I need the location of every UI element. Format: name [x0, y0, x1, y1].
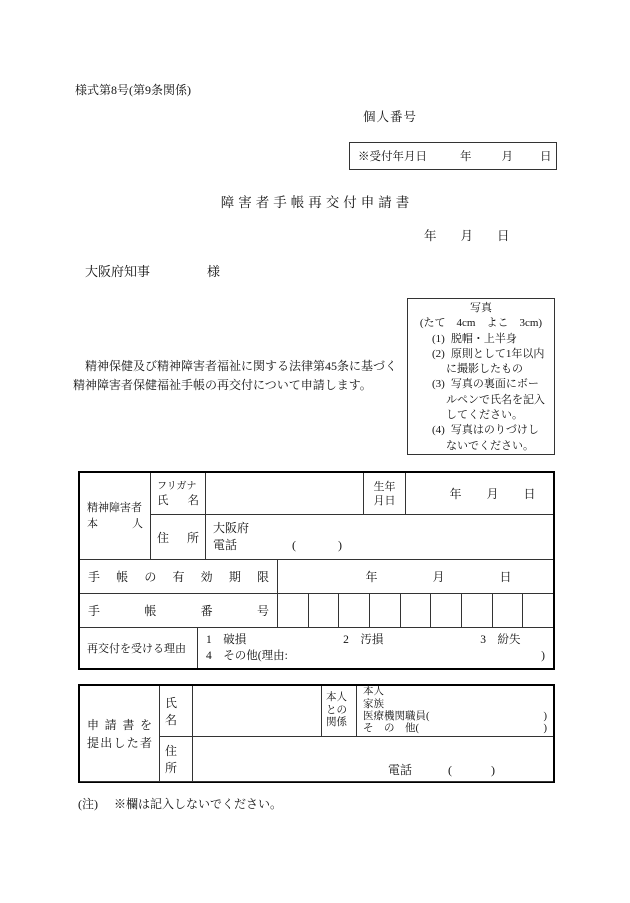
addressee-honorific: 様 — [207, 264, 221, 279]
validity-row — [80, 560, 553, 594]
submitter-phone-label: 電話 — [387, 763, 412, 777]
relation-option-family[interactable]: 家族 — [363, 698, 384, 710]
photo-size-note: (たて 4cm よこ 3cm) — [419, 317, 543, 330]
address-label: 住所 — [151, 515, 206, 559]
relation-option-other[interactable]: そ の 他( ) — [363, 723, 547, 735]
personal-number-label: 個人番号 — [363, 110, 418, 124]
submitter-name-label: 氏名 — [160, 686, 193, 736]
birthdate-input-area[interactable] — [406, 473, 553, 514]
validity-year-label: 年 — [365, 570, 378, 584]
application-date-line — [424, 226, 510, 244]
submitter-address-input-area[interactable] — [193, 737, 553, 781]
reason-option-damage[interactable]: 1 破損 — [206, 634, 247, 646]
submitter-table — [78, 684, 555, 783]
handbook-number-cell[interactable] — [401, 594, 432, 627]
photo-instruction-3: (3) 写真の裏面にボールペンで氏名を記入してください。 — [432, 378, 545, 422]
applicant-person-label: 精神障害者 本人 — [80, 473, 151, 559]
applicant-table — [78, 471, 555, 670]
footer-note-prefix: (注) — [78, 797, 98, 811]
handbook-number-cell[interactable] — [278, 594, 309, 627]
handbook-number-row — [80, 594, 553, 628]
birth-month-label: 月 — [486, 487, 499, 501]
applicant-person-rowgroup — [80, 473, 553, 560]
photo-box-title: 写真 — [470, 302, 492, 314]
name-row — [151, 473, 553, 515]
submitter-name-input-area[interactable] — [193, 686, 322, 736]
validity-month-label: 月 — [432, 570, 445, 584]
submitter-phone-line — [200, 761, 546, 778]
address-input-area[interactable] — [206, 515, 553, 559]
handbook-number-label: 手帳番号 — [80, 594, 278, 627]
handbook-number-input-area — [278, 594, 553, 627]
relation-options — [357, 686, 553, 736]
application-day-label: 日 — [497, 229, 510, 243]
photo-instruction-4: (4) 写真はのりづけしないでください。 — [432, 424, 539, 452]
phone-parens: ( ) — [292, 538, 349, 552]
reason-option-loss[interactable]: 3 紛失 — [480, 634, 521, 646]
handbook-number-cell[interactable] — [493, 594, 524, 627]
relation-label: 本人 との 関係 — [322, 686, 357, 736]
submitter-rowgroup — [80, 686, 553, 782]
validity-date-input-area[interactable] — [278, 560, 553, 593]
address-prefill: 大阪府 — [213, 521, 250, 535]
phone-label: 電話 — [213, 538, 238, 552]
application-month-label: 月 — [460, 229, 474, 243]
footer-note-text: ※欄は記入しないでください。 — [114, 797, 283, 811]
address-row — [151, 515, 553, 559]
medical-close-paren: ) — [543, 711, 547, 722]
birth-year-label: 年 — [449, 487, 462, 501]
handbook-number-cell[interactable] — [309, 594, 340, 627]
reception-month-label: 月 — [501, 151, 513, 163]
addressee-name: 大阪府知事 — [85, 264, 151, 279]
name-input-area[interactable] — [206, 473, 364, 514]
phone-line — [213, 537, 546, 554]
footer-note — [78, 795, 282, 812]
relation-option-medical[interactable]: 医療機関職員( ) — [363, 711, 547, 722]
reason-other-close-paren: ) — [541, 650, 545, 662]
submitter-label: 申請書を 提出した者 — [80, 686, 160, 781]
application-year-label: 年 — [424, 229, 437, 243]
handbook-number-cell[interactable] — [462, 594, 493, 627]
photo-instructions-box — [407, 298, 555, 455]
photo-instruction-1: (1) 脱帽・上半身 — [432, 332, 517, 345]
photo-instruction-2: (2) 原則として1年以内に撮影したもの — [432, 347, 545, 376]
reissue-reason-row — [80, 628, 553, 668]
other-close-paren: ) — [543, 723, 547, 735]
reception-date-label: ※受付年月日 — [358, 151, 427, 163]
furigana-name-label: フリガナ 氏名 — [151, 473, 206, 514]
reason-option-other[interactable]: 4 その他(理由: — [206, 650, 288, 662]
reason-option-stain[interactable]: 2 汚損 — [343, 634, 384, 646]
reception-day-label: 日 — [540, 151, 552, 163]
birthdate-label: 生年 月日 — [364, 473, 406, 514]
submitter-phone-parens: ( ) — [448, 763, 500, 777]
handbook-number-cell[interactable] — [370, 594, 401, 627]
reissue-reason-options — [198, 628, 553, 668]
handbook-number-cell[interactable] — [431, 594, 462, 627]
form-code: 様式第8号(第9条関係) — [75, 83, 191, 97]
handbook-number-cell[interactable] — [339, 594, 370, 627]
reissue-reason-label: 再交付を受ける理由 — [80, 628, 198, 668]
addressee-line — [85, 261, 220, 280]
birth-day-label: 日 — [523, 487, 536, 501]
reception-year-label: 年 — [460, 151, 472, 163]
handbook-number-cell[interactable] — [523, 594, 553, 627]
validity-day-label: 日 — [499, 570, 512, 584]
relation-option-self[interactable]: 本人 — [363, 686, 384, 698]
submitter-address-label: 住所 — [160, 737, 193, 781]
form-title: 障害者手帳再交付申請書 — [220, 195, 414, 210]
reception-date-box — [349, 142, 557, 170]
declaration-text: 精神保健及び精神障害者福祉に関する法律第45条に基づく精神障害者保健福祉手帳の再交付について申請します。 — [73, 359, 398, 392]
submitter-name-row — [160, 686, 553, 737]
submitter-address-row — [160, 737, 553, 781]
validity-label: 手帳の有効期限 — [80, 560, 278, 593]
